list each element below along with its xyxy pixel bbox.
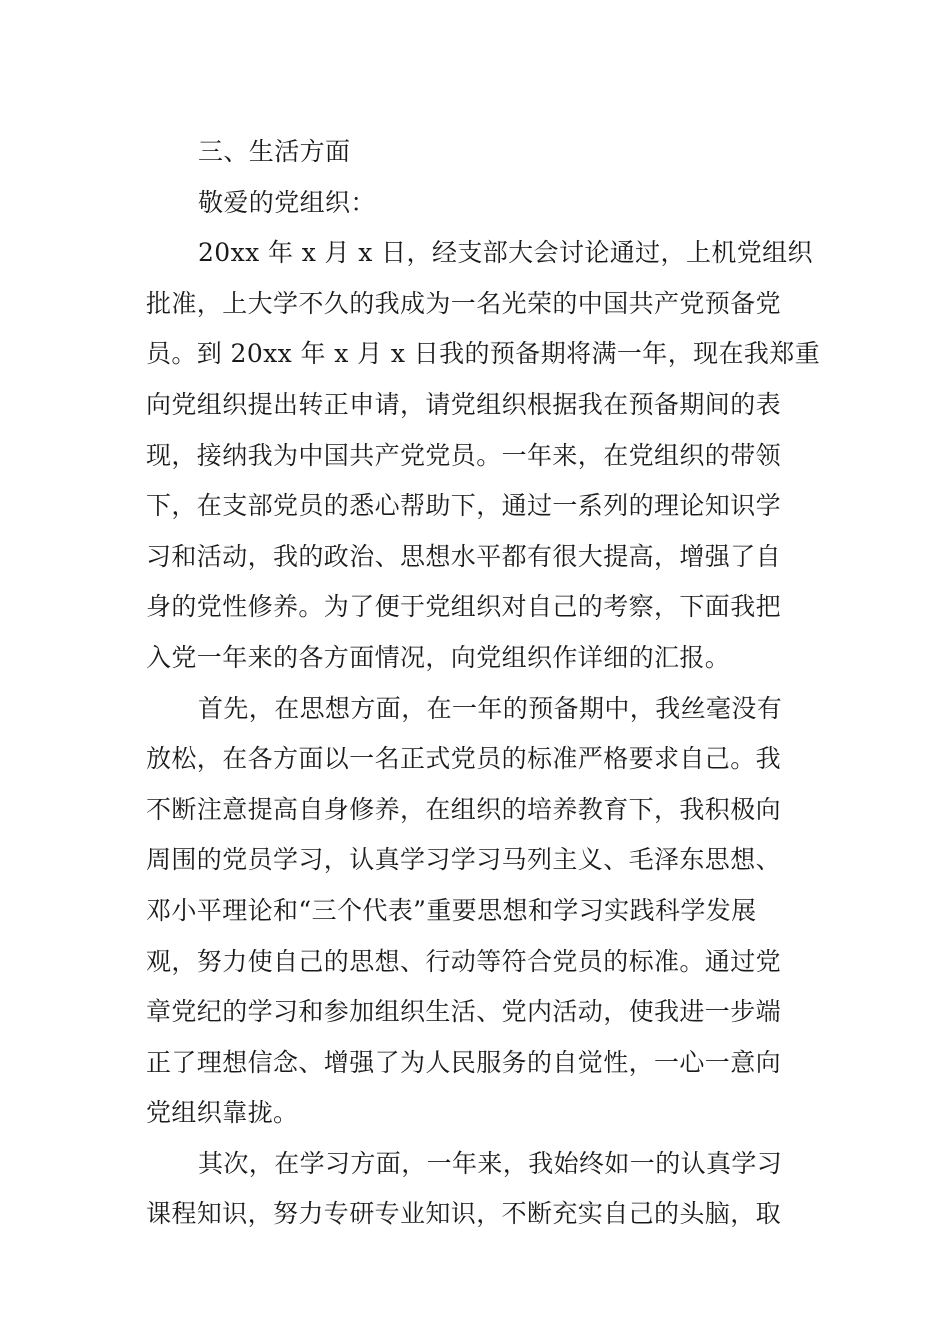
text-line: 敬爱的党组织： — [198, 187, 376, 217]
text-line: 正了理想信念、增强了为人民服务的自觉性，一心一意向 — [146, 1047, 782, 1077]
text-line: 20xx 年 x 月 x 日，经支部大会讨论通过，上机党组织 — [198, 238, 813, 268]
text-line: 三、生活方面 — [198, 137, 351, 166]
text-line: 习和活动，我的政治、思想水平都有很大提高，增强了自 — [146, 541, 782, 571]
text-line: 向党组织提出转正申请，请党组织根据我在预备期间的表 — [146, 389, 782, 419]
text-line: 不断注意提高自身修养，在组织的培养教育下，我积极向 — [146, 794, 782, 824]
text-line: 首先，在思想方面，在一年的预备期中，我丝毫没有 — [198, 693, 783, 723]
text-line: 观，努力使自己的思想、行动等符合党员的标准。通过党 — [146, 946, 782, 976]
text-line: 党组织靠拢。 — [146, 1098, 299, 1128]
text-line: 现，接纳我为中国共产党党员。一年来，在党组织的带领 — [146, 440, 782, 470]
text-line: 课程知识，努力专研专业知识，不断充实自己的头脑，取 — [146, 1199, 782, 1229]
text-line: 章党纪的学习和参加组织生活、党内活动，使我进一步端 — [146, 997, 782, 1027]
text-line: 下，在支部党员的悉心帮助下，通过一系列的理论知识学 — [146, 491, 782, 521]
text-line: 员。到 20xx 年 x 月 x 日我的预备期将满一年，现在我郑重 — [146, 339, 821, 369]
text-line: 批准，上大学不久的我成为一名光荣的中国共产党预备党 — [146, 288, 782, 318]
text-line: 身的党性修养。为了便于党组织对自己的考察，下面我把 — [146, 592, 782, 622]
text-line: 放松，在各方面以一名正式党员的标准严格要求自己。我 — [146, 744, 782, 774]
text-line: 入党一年来的各方面情况，向党组织作详细的汇报。 — [146, 642, 731, 672]
document-body — [146, 127, 821, 1240]
text-line: 其次，在学习方面，一年来，我始终如一的认真学习 — [198, 1148, 783, 1178]
text-line: 邓小平理论和“三个代表”重要思想和学习实践科学发展 — [146, 895, 757, 925]
text-line: 周围的党员学习，认真学习学习马列主义、毛泽东思想、 — [146, 845, 782, 875]
